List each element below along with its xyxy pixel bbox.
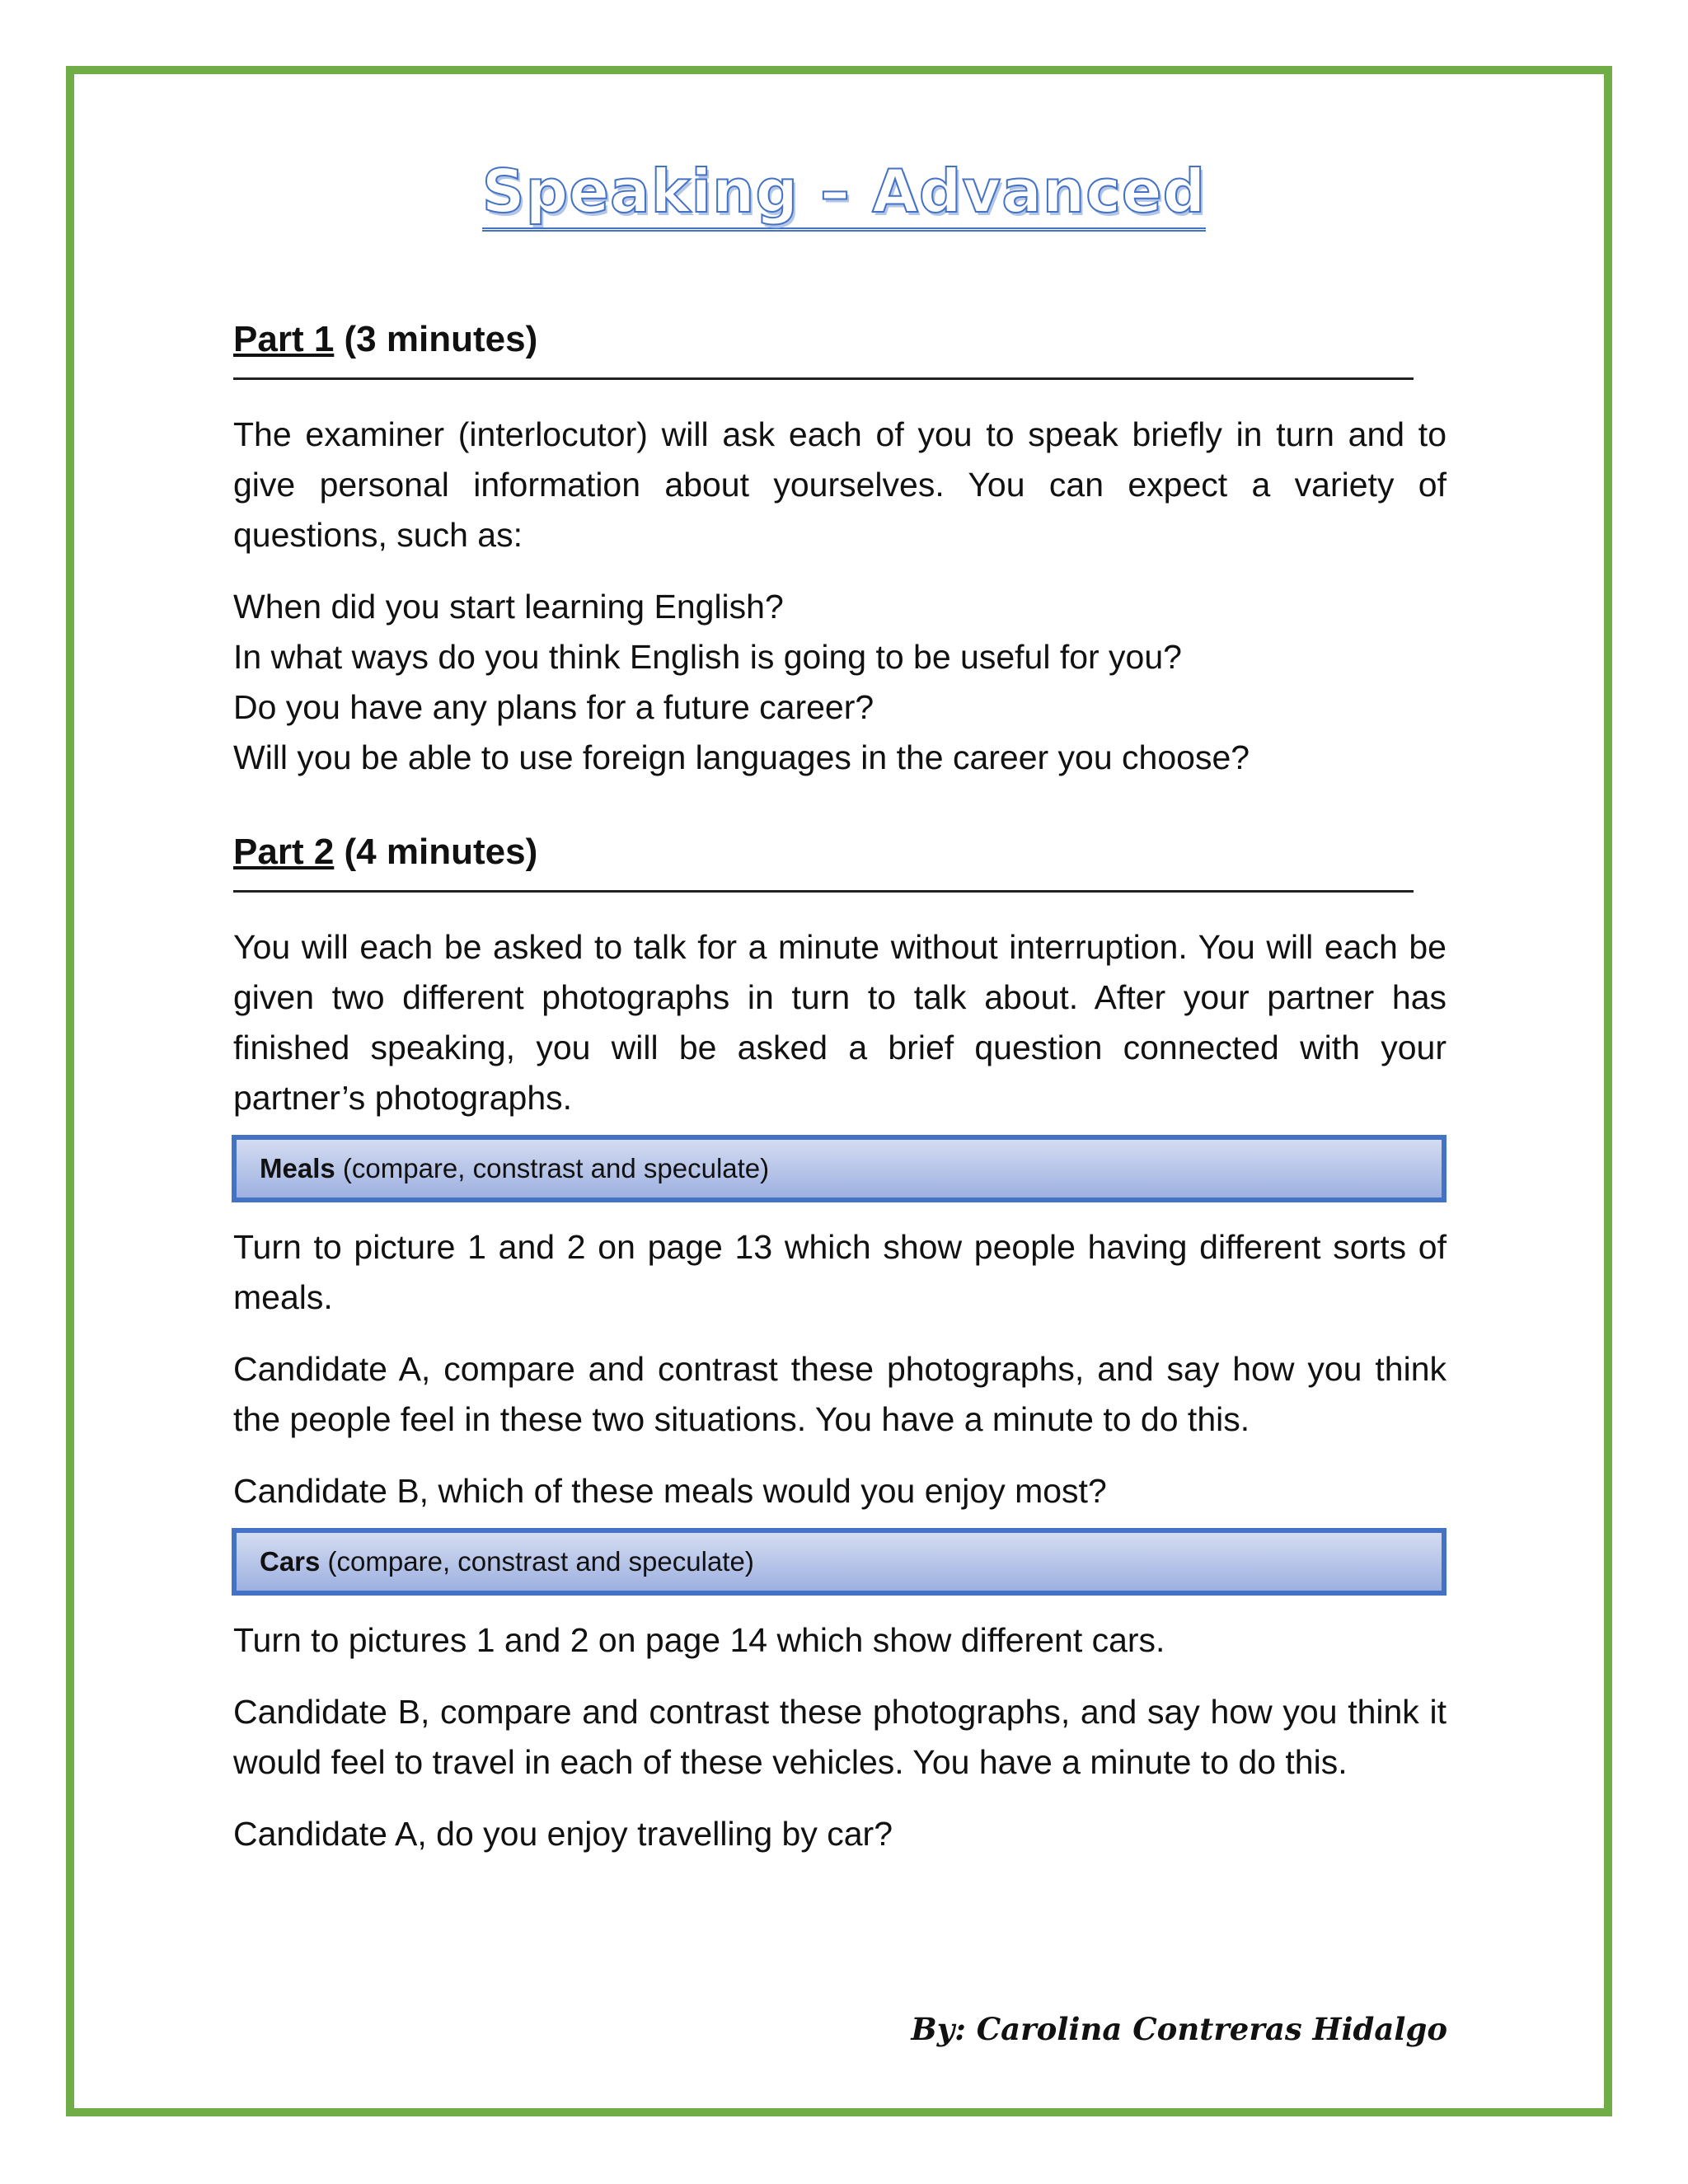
- part2-intro: You will each be asked to talk for a minute without interruption. You will each be given two different photographs in turn to talk about. After your partner has finished speaking, you will be asked a brief question connected with your partner’s photographs.: [233, 928, 1447, 1117]
- question-item: Do you have any plans for a future career?: [233, 688, 874, 726]
- meals-candidate-b: Candidate B, which of these meals would you enjoy most?: [233, 1472, 1107, 1510]
- meals-candidate-a: Candidate A, compare and contrast these photographs, and say how you think the people feel in these two situations. You have a minute to do this.: [233, 1350, 1447, 1438]
- part2-heading: [233, 826, 1447, 879]
- cars-banner: [232, 1528, 1447, 1596]
- meals-banner-note: (compare, constrast and speculate): [335, 1153, 770, 1183]
- cars-banner-title: Cars: [260, 1546, 321, 1577]
- question-item: Will you be able to use foreign languages in the career you choose?: [233, 738, 1250, 776]
- part1-duration: (3 minutes): [334, 319, 538, 359]
- page-title: Speaking – Advanced: [0, 157, 1688, 226]
- part1-heading: [233, 313, 1447, 366]
- part2-rule: [233, 890, 1414, 893]
- author-byline: By: Carolina Contreras Hidalgo: [911, 2011, 1447, 2047]
- cars-banner-note: (compare, constrast and speculate): [320, 1546, 754, 1577]
- cars-instruction: Turn to pictures 1 and 2 on page 14 which show different cars.: [233, 1621, 1165, 1659]
- meals-instruction: Turn to picture 1 and 2 on page 13 which show people having different sorts of meals.: [233, 1228, 1447, 1316]
- question-item: In what ways do you think English is going to be useful for you?: [233, 638, 1182, 676]
- cars-candidate-a: Candidate A, do you enjoy travelling by car?: [233, 1815, 893, 1853]
- part2-label: Part 2: [233, 832, 335, 872]
- question-item: When did you start learning English?: [233, 588, 784, 626]
- part1-label: Part 1: [233, 319, 335, 359]
- part2-duration: (4 minutes): [334, 832, 538, 872]
- meals-banner-title: Meals: [260, 1153, 335, 1183]
- part1-question-list: [233, 582, 1447, 783]
- part1-intro: The examiner (interlocutor) will ask each of you to speak briefly in turn and to give personal information about yourselves. You can expect a variety of questions, such as:: [233, 415, 1447, 554]
- cars-candidate-b: Candidate B, compare and contrast these photographs, and say how you think it would feel to travel in each of these vehicles. You have a minute to do this.: [233, 1693, 1447, 1781]
- part1-rule: [233, 377, 1414, 380]
- document-body: [233, 313, 1447, 1859]
- meals-banner: [232, 1135, 1447, 1202]
